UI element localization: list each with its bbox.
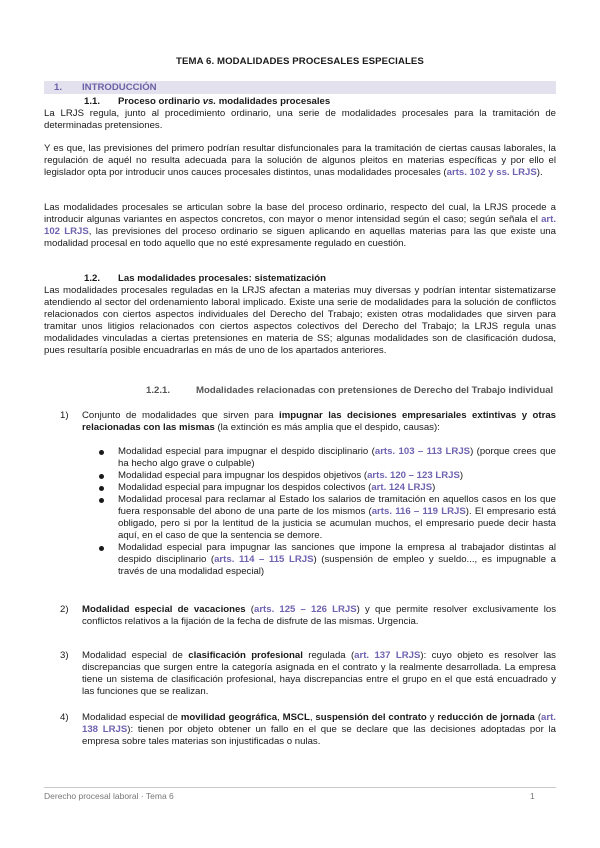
- list-item-3: [60, 650, 556, 698]
- subsection-number: 1.1.: [84, 96, 101, 107]
- bullet-item: Modalidad especial para impugnar las sanciones que impone la empresa al trabajador distintas al despido disciplinario (arts. 114 – 115 LRJS) (suspensión de empleo y sueldo..., es impugnable a través de una modalidad especial): [98, 542, 556, 578]
- list-item-body: Modalidad especial de clasificación profesional regulada (art. 137 LRJS): cuyo objeto es resolver las discrepancias que surgen entre la categoría asignada en el contrato y la realmente desarrollada. La empresa tiene un sistema de clasificación profesional, haya discrepancias entre el grupo en el que está encuadrado y las funciones que se realizan.: [82, 650, 556, 697]
- paragraph-text: Las modalidades procesales se articulan sobre la base del proceso ordinario, respecto del cual, la LRJS procede a introducir algunas variantes en aspectos concretos, con mayor o menor intensidad según el caso; según señala el: [44, 202, 556, 225]
- list-item-1: [60, 410, 556, 434]
- subsection-title: Las modalidades procesales: sistematización: [118, 273, 326, 284]
- legal-reference: arts. 125 – 126 LRJS: [253, 604, 357, 615]
- subsection-title-part: Proceso ordinario: [118, 96, 203, 107]
- legal-reference: art. 124 LRJS: [371, 482, 433, 493]
- bullet-dot: [99, 474, 104, 479]
- bullet-dot: [99, 498, 104, 503]
- section-number: 1.: [54, 82, 63, 93]
- subsection-title-vs: vs.: [202, 96, 217, 107]
- list-number: 3): [60, 650, 69, 661]
- document-title: TEMA 6. MODALIDADES PROCESALES ESPECIALES: [176, 56, 424, 67]
- bullet-item: Modalidad procesal para reclamar al Estado los salarios de tramitación en aquellos casos en los que fuera responsable del abono de una parte de los mismos (arts. 116 – 119 LRJS). El empresario está obligado, pero si por la lentitud de la justicia se acumulan muchos, el empresario puede decir hasta aquí, en el caso de que la sentencia se demore.: [98, 494, 556, 542]
- subsection-heading-1-1: [84, 96, 330, 107]
- bullet-dot: [99, 486, 104, 491]
- paragraph-3: [44, 202, 556, 250]
- bullet-item: Modalidad especial para impugnar el despido disciplinario (arts. 103 – 113 LRJS) (porque crees que ha hecho algo grave o culpable): [98, 446, 556, 470]
- bullet-dot: [99, 546, 104, 551]
- bullet-item: Modalidad especial para impugnar los despidos colectivos (art. 124 LRJS): [98, 482, 556, 494]
- paragraph-4: Las modalidades procesales reguladas en la LRJS afectan a materias muy diversas y podrían intentar sistematizarse atendiendo al sector del ordenamiento laboral implicado. Existe una serie de modalidades para la solución de conflictos relacionados con ciertos aspectos individuales del Derecho del Trabajo; existen otras modalidades que sirven para tramitar unos litigios relacionados con ciertos aspectos colectivos del Derecho del Trabajo; la LRJS regula unas modalidades vinculadas a ciertas pretensiones en materia de SS; algunas modalidades son de clasificación dudosa, pues resultaría posible encuadrarlas en más de uno de los apartados anteriores.: [44, 285, 556, 356]
- bullet-item: Modalidad especial para impugnar los despidos objetivos (arts. 120 – 123 LRJS): [98, 470, 556, 482]
- list-item-body: Modalidad especial de vacaciones (arts. 125 – 126 LRJS) y que permite resolver exclusivamente los conflictos relativos a la fijación de la fecha de disfrute de las mismas. Urgencia.: [82, 604, 556, 627]
- legal-reference: arts. 102 y ss. LRJS: [446, 167, 537, 178]
- page-number: 1: [530, 791, 535, 801]
- subsubsection-number: 1.2.1.: [146, 385, 171, 396]
- subsection-title-part: modalidades procesales: [216, 96, 331, 107]
- subsection-heading-1-2: [84, 273, 326, 284]
- legal-reference: arts. 103 – 113 LRJS: [374, 446, 471, 457]
- legal-reference: arts. 114 – 115 LRJS: [214, 554, 314, 565]
- list-item-2: [60, 604, 556, 628]
- list-item-body: Conjunto de modalidades que sirven para impugnar las decisiones empresariales extintivas y otras relacionadas con las mismas (la extinción es más amplia que el despido, causas):: [82, 410, 556, 433]
- footer-divider: [44, 787, 556, 788]
- subsubsection-heading-1-2-1: [146, 385, 556, 397]
- footer-text: Derecho procesal laboral · Tema 6: [44, 791, 174, 801]
- list-item-4: [60, 712, 556, 748]
- bullet-dot: [99, 450, 104, 455]
- paragraph-2: [44, 143, 556, 179]
- subsection-number: 1.2.: [84, 273, 101, 284]
- paragraph-text: , las previsiones del proceso ordinario se siguen aplicando en aquellas materias para las que existe una modalidad procesal en todo aquello que no esté expresamente regulado en cuestión.: [44, 226, 556, 249]
- paragraph-text: ).: [536, 167, 543, 178]
- list-item-body: Modalidad especial de movilidad geográfica, MSCL, suspensión del contrato y reducción de jornada (art. 138 LRJS): tienen por objeto obtener un fallo en el que se declare que las decisiones adoptadas por la empresa sobre tales materias son injustificadas o nulas.: [82, 712, 556, 747]
- bullet-list: [98, 446, 556, 578]
- legal-reference: art. 138 LRJS: [82, 712, 556, 735]
- paragraph-1: La LRJS regula, junto al procedimiento ordinario, una serie de modalidades procesales para la tramitación de determinadas pretensiones.: [44, 108, 556, 131]
- list-number: 2): [60, 604, 69, 615]
- legal-reference: art. 137 LRJS: [354, 650, 421, 661]
- legal-reference: arts. 116 – 119 LRJS: [371, 506, 466, 517]
- list-number: 1): [60, 410, 69, 421]
- list-number: 4): [60, 712, 69, 723]
- paragraph-text: Y es que, las previsiones del primero podrían resultar disfuncionales para la tramitación de ciertas causas laborales, la regulación de aquél no resulta adecuada para la solución de algunos pleitos en materias específicas y por ello el legislador opta por introducir unos cauces procesales distintos, unas modalidades procesales (: [44, 143, 556, 178]
- subsubsection-title: Modalidades relacionadas con pretensiones de Derecho del Trabajo individual: [196, 385, 554, 396]
- legal-reference: arts. 120 – 123 LRJS: [367, 470, 460, 481]
- section-title: INTRODUCCIÓN: [82, 82, 157, 93]
- legal-reference: art. 102 LRJS: [44, 214, 556, 237]
- section-heading-1: [44, 81, 556, 94]
